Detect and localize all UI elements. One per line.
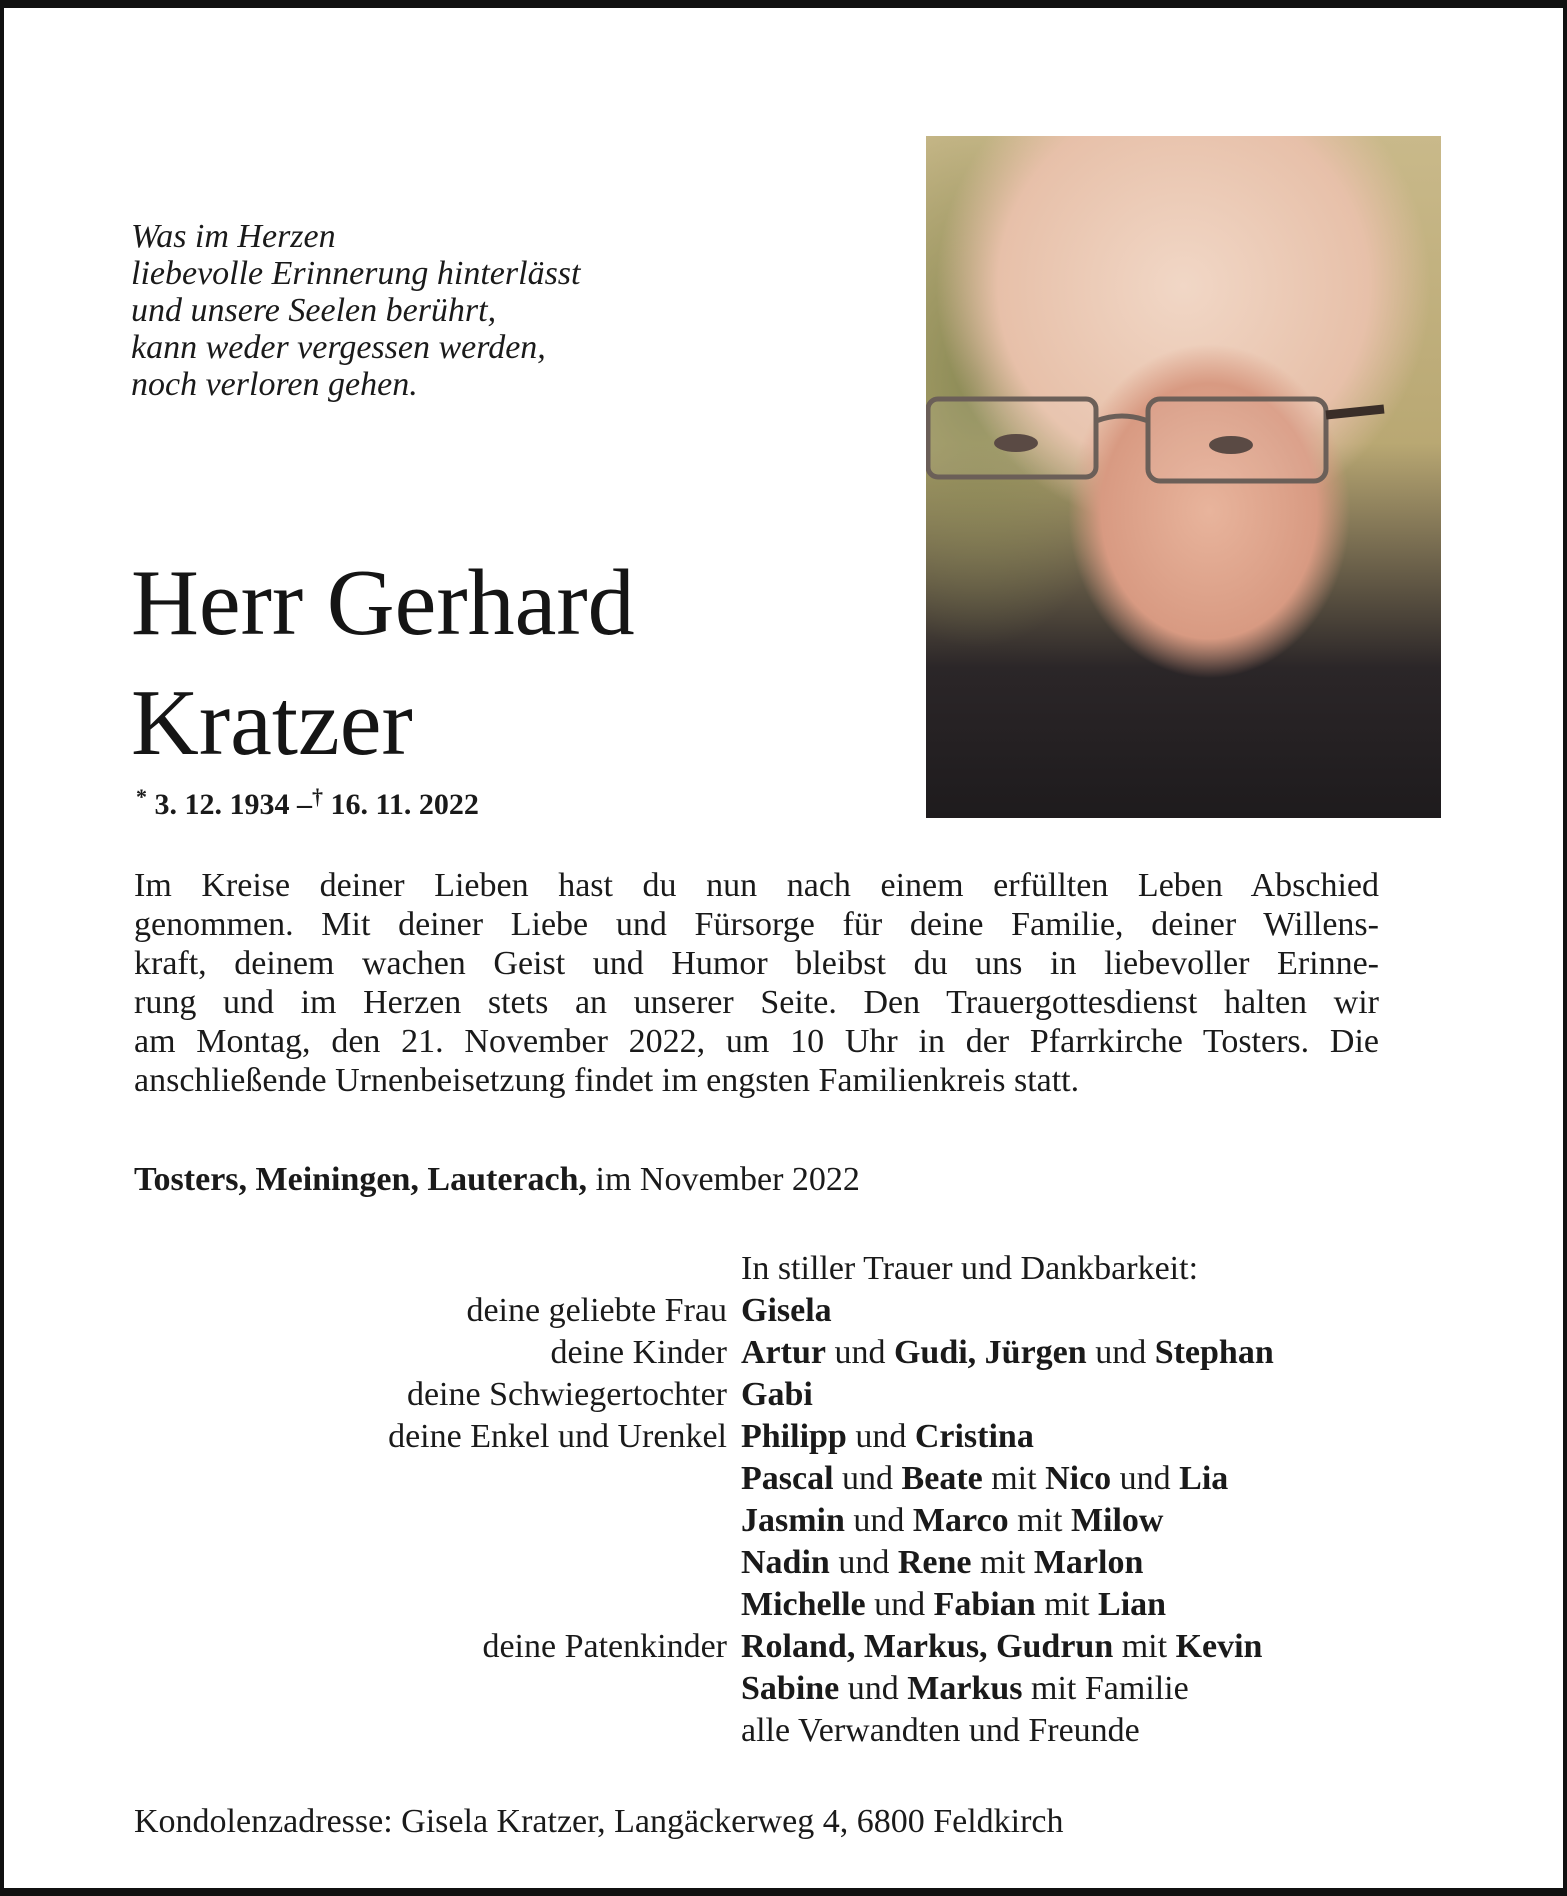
connector-text: und	[865, 1586, 934, 1623]
text-line: anschließende Urnenbeisetzung findet im engsten Familienkreis statt.	[134, 1062, 1080, 1099]
mourner-row	[4, 1542, 1567, 1584]
mourner-names	[741, 1500, 1567, 1542]
mourner-name: Markus	[907, 1670, 1023, 1707]
poem-line: noch verloren gehen.	[131, 366, 418, 403]
text-line: kraft, deinem wachen Geist und Humor bleibst du uns in liebevoller Erinne-	[134, 945, 1379, 982]
poem	[131, 218, 691, 403]
mourner-names	[741, 1458, 1567, 1500]
connector-text: mit	[982, 1460, 1046, 1497]
mourners-list	[4, 1248, 1567, 1752]
text-line: genommen. Mit deiner Liebe und Fürsorge für deine Familie, deiner Willens-	[134, 906, 1379, 943]
mourner-name: Lian	[1098, 1586, 1167, 1623]
mourner-name: Milow	[1070, 1502, 1164, 1539]
birth-symbol: *	[136, 784, 147, 809]
mourners-heading-row	[4, 1248, 1567, 1290]
poem-line: liebevolle Erinnerung hinterlässt	[131, 255, 581, 292]
mourner-name: Artur	[741, 1334, 826, 1371]
portrait-photo	[926, 136, 1441, 818]
mourner-row	[4, 1332, 1567, 1374]
mourner-row	[4, 1668, 1567, 1710]
mourner-name: Gisela	[741, 1292, 832, 1329]
places: Tosters, Meiningen, Lauterach,	[134, 1161, 588, 1198]
text-line: am Montag, den 21. November 2022, um 10 Uhr in der Pfarrkirche Tosters. Die	[134, 1023, 1379, 1060]
mourner-names	[741, 1332, 1567, 1374]
relation-label	[4, 1542, 741, 1584]
mourner-name: Roland, Markus, Gudrun	[741, 1628, 1114, 1665]
mourner-names	[741, 1416, 1567, 1458]
mourner-name: Nico	[1045, 1460, 1112, 1497]
relation-label: deine Kinder	[550, 1334, 727, 1371]
mourner-rows	[4, 1290, 1567, 1752]
mourners-heading: In stiller Trauer und Dankbarkeit:	[741, 1250, 1199, 1287]
relation-label: deine Schwiegertochter	[406, 1376, 727, 1413]
mourner-row	[4, 1416, 1567, 1458]
name-line-1: Herr Gerhard	[131, 551, 635, 655]
connector-text: und	[839, 1670, 908, 1707]
connector-text: und	[1086, 1334, 1155, 1371]
birth-date: 3. 12. 1934	[154, 788, 290, 821]
name-line-2: Kratzer	[131, 671, 413, 775]
mourner-row	[4, 1500, 1567, 1542]
mourner-names	[741, 1374, 1567, 1416]
relation-label	[4, 1710, 741, 1752]
connector-text: und	[846, 1418, 915, 1455]
mourner-name: Beate	[901, 1460, 983, 1497]
text-line: rung und im Herzen stets an unserer Seite. Den Trauergottesdienst halten wir	[134, 984, 1379, 1021]
death-date: 16. 11. 2022	[330, 788, 479, 821]
relation-label	[4, 1584, 741, 1626]
glasses-illustration	[926, 381, 1386, 501]
place-and-date	[134, 1161, 860, 1199]
notice-date: im November 2022	[595, 1161, 860, 1198]
connector-text: mit	[1008, 1502, 1071, 1539]
mourner-name: Stephan	[1154, 1334, 1274, 1371]
life-dates	[136, 784, 479, 822]
mourner-row	[4, 1710, 1567, 1752]
mourner-names	[741, 1668, 1567, 1710]
mourner-row	[4, 1584, 1567, 1626]
connector-text: mit	[1113, 1628, 1176, 1665]
mourner-name: Michelle	[741, 1586, 866, 1623]
connector-text: mit	[971, 1544, 1034, 1581]
connector-text: alle Verwandten und Freunde	[741, 1712, 1140, 1749]
mourner-names	[741, 1290, 1567, 1332]
poem-line: Was im Herzen	[131, 218, 336, 255]
connector-text: und	[844, 1502, 913, 1539]
connector-text: und	[1111, 1460, 1180, 1497]
relation-label	[4, 1668, 741, 1710]
mourner-name: Kevin	[1175, 1628, 1263, 1665]
mourner-name: Jasmin	[741, 1502, 845, 1539]
date-separator: –	[297, 788, 312, 821]
mourner-name: Sabine	[741, 1670, 840, 1707]
mourner-name: Marco	[912, 1502, 1009, 1539]
poem-line: kann weder vergessen werden,	[131, 329, 546, 366]
mourner-name: Cristina	[914, 1418, 1034, 1455]
connector-text: mit Familie	[1022, 1670, 1189, 1707]
mourner-names	[741, 1542, 1567, 1584]
mourner-row	[4, 1290, 1567, 1332]
relation-label: deine geliebte Frau	[466, 1292, 727, 1329]
relation-label	[4, 1458, 741, 1500]
deceased-name	[131, 543, 851, 783]
condolence-address: Kondolenzadresse: Gisela Kratzer, Langäckerweg 4, 6800 Feldkirch	[134, 1803, 1064, 1840]
mourner-names	[741, 1584, 1567, 1626]
text-line: Im Kreise deiner Lieben hast du nun nach einem erfüllten Leben Abschied	[134, 867, 1379, 904]
mourner-name: Lia	[1179, 1460, 1229, 1497]
mourner-name: Pascal	[741, 1460, 834, 1497]
mourner-name: Gabi	[741, 1376, 813, 1413]
connector-text: mit	[1035, 1586, 1099, 1623]
mourner-row	[4, 1626, 1567, 1668]
mourner-name: Rene	[897, 1544, 972, 1581]
mourner-name: Fabian	[933, 1586, 1036, 1623]
connector-text: und	[825, 1334, 894, 1371]
relation-label	[4, 1500, 741, 1542]
mourner-name: Marlon	[1033, 1544, 1144, 1581]
mourner-name: Nadin	[741, 1544, 830, 1581]
connector-text: und	[829, 1544, 898, 1581]
connector-text: und	[833, 1460, 902, 1497]
mourner-row	[4, 1458, 1567, 1500]
mourner-row	[4, 1374, 1567, 1416]
mourner-name: Gudi, Jürgen	[893, 1334, 1087, 1371]
mourner-names	[741, 1710, 1567, 1752]
mourner-name: Philipp	[741, 1418, 847, 1455]
death-symbol: †	[312, 784, 323, 809]
relation-label: deine Patenkinder	[482, 1628, 727, 1665]
relation-label: deine Enkel und Urenkel	[388, 1418, 727, 1455]
mourner-names	[741, 1626, 1567, 1668]
obituary-text	[134, 866, 1379, 1100]
poem-line: und unsere Seelen berührt,	[131, 292, 497, 329]
